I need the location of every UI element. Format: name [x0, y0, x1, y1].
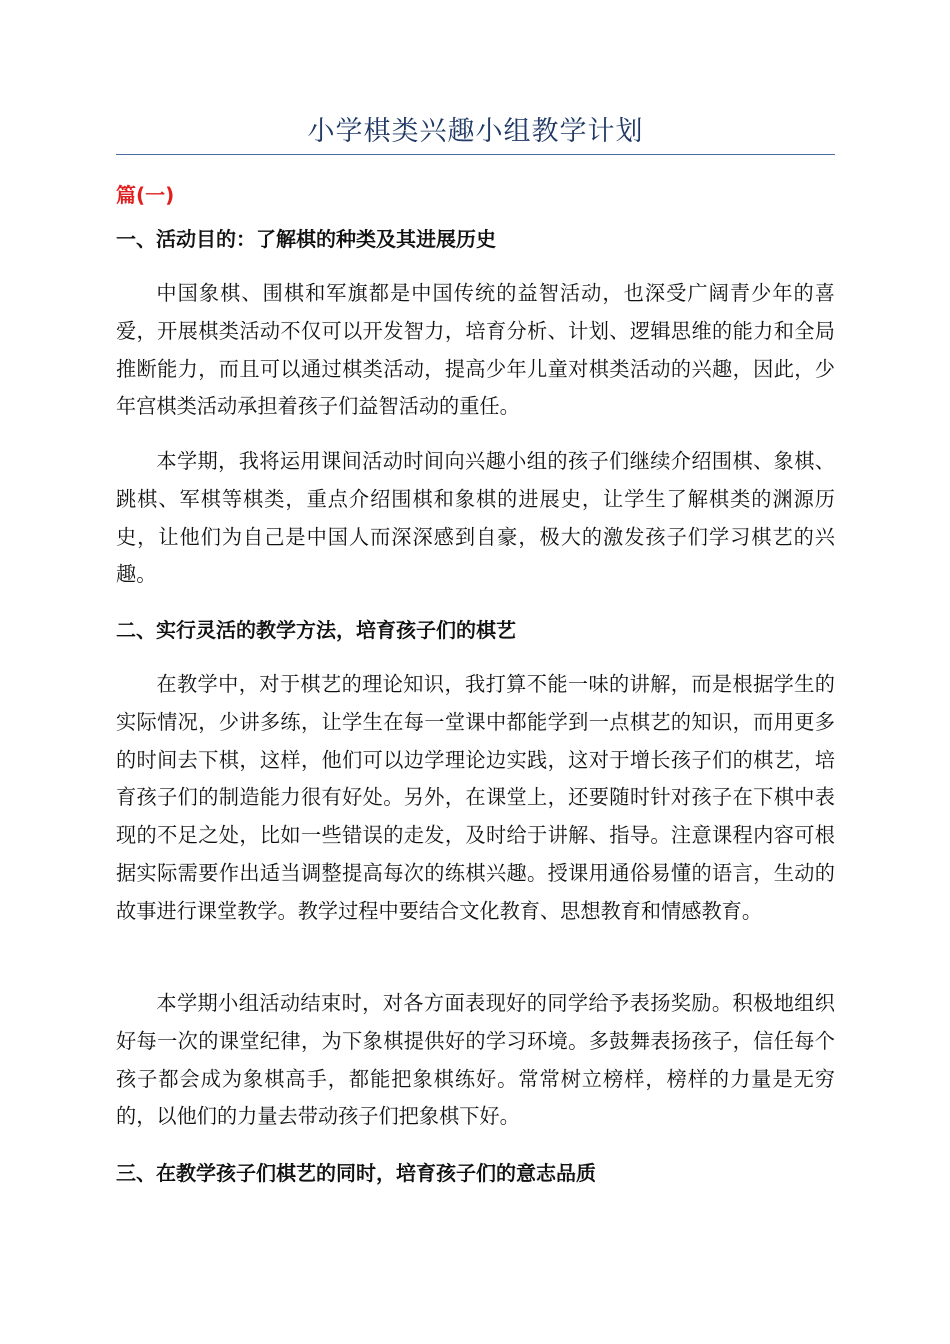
- title-underline: [116, 154, 835, 155]
- document-title: 小学棋类兴趣小组教学计划: [307, 116, 644, 147]
- paragraph-3: 在教学中，对于棋艺的理论知识，我打算不能一味的讲解，而是根据学生的实际情况，少讲多练，让学生在每一堂课中都能学到一点棋艺的知识，而用更多的时间去下棋，这样，他们可以边学理论边实践，这对于增长孩子们的棋艺，培育孩子们的制造能力很有好处。另外，在课堂上，还要随时针对孩子在下棋中表现的不足之处，比如一些错误的走发，及时给于讲解、指导。注意课程内容可根据实际需要作出适当调整提高每次的练棋兴趣。授课用通俗易懂的语言，生动的故事进行课堂教学。教学过程中要结合文化教育、思想教育和情感教育。: [116, 672, 835, 923]
- paragraph-4: 本学期小组活动结束时，对各方面表现好的同学给予表扬奖励。积极地组织好每一次的课堂纪律，为下象棋提供好的学习环境。多鼓舞表扬孩子，信任每个孩子都会成为象棋高手，都能把象棋练好。常常树立榜样，榜样的力量是无穷的，以他们的力量去带动孩子们把象棋下好。: [116, 991, 835, 1129]
- heading-3: 三、在教学孩子们棋艺的同时，培育孩子们的意志品质: [116, 1161, 596, 1185]
- paragraph-1: 中国象棋、围棋和军旗都是中国传统的益智活动，也深受广阔青少年的喜爱，开展棋类活动不仅可以开发智力，培育分析、计划、逻辑思维的能力和全局推断能力，而且可以通过棋类活动，提高少年儿童对棋类活动的兴趣，因此，少年宫棋类活动承担着孩子们益智活动的重任。: [116, 281, 835, 419]
- heading-2: 二、实行灵活的教学方法，培育孩子们的棋艺: [116, 618, 516, 642]
- section-marker: 篇(一): [116, 183, 175, 207]
- heading-1: 一、活动目的：了解棋的种类及其进展历史: [116, 227, 496, 251]
- paragraph-2: 本学期，我将运用课间活动时间向兴趣小组的孩子们继续介绍围棋、象棋、跳棋、军棋等棋类，重点介绍围棋和象棋的进展史，让学生了解棋类的渊源历史，让他们为自己是中国人而深深感到自豪，极大的激发孩子们学习棋艺的兴趣。: [116, 449, 835, 587]
